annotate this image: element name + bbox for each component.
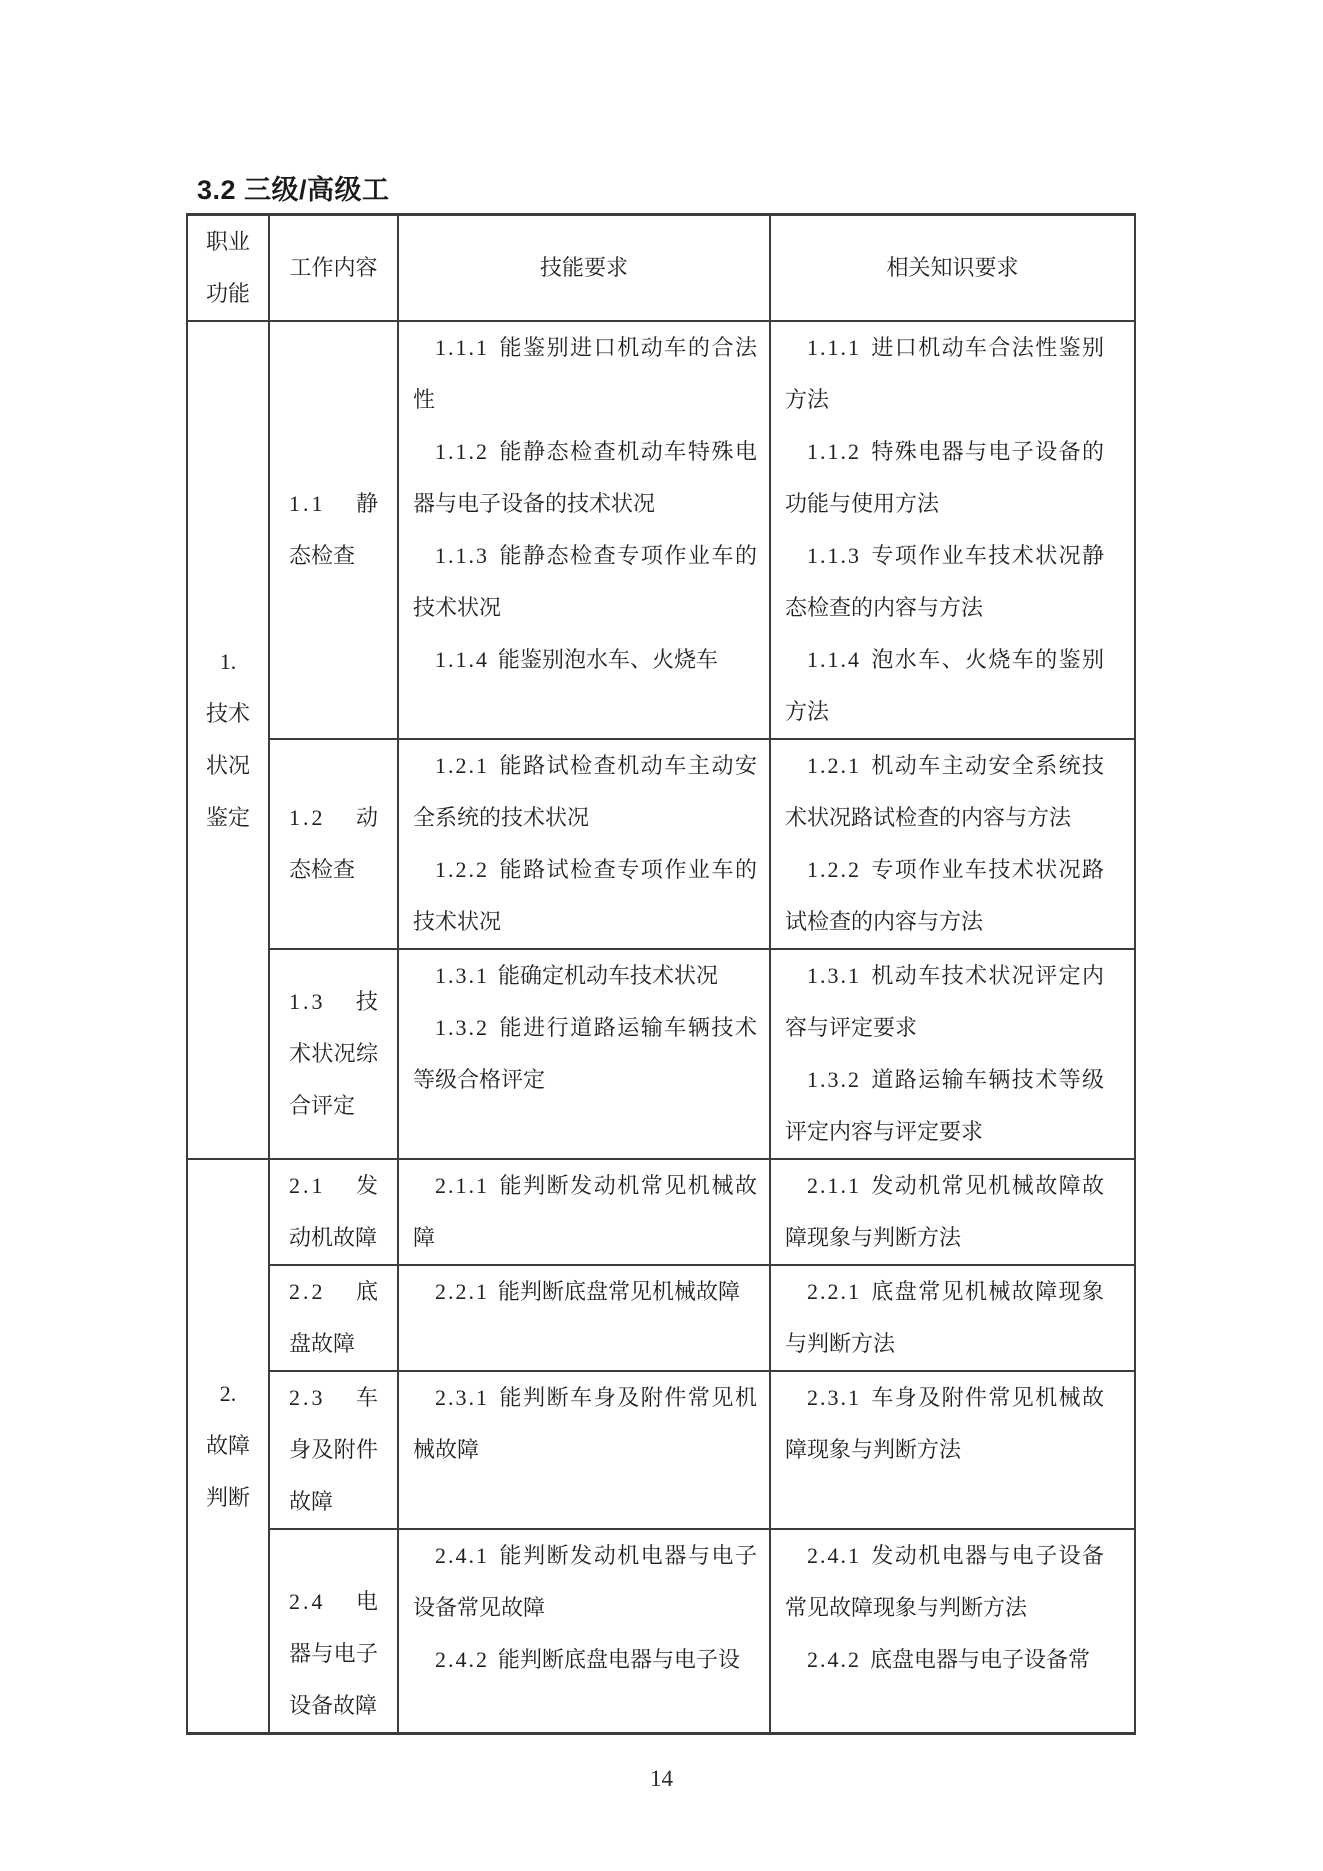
item-text: 发动机电器与电子设备常见故障现象与判断方法 — [785, 1543, 1104, 1620]
work-cell-1-2 — [269, 739, 398, 949]
work-number: 2.3 — [289, 1385, 326, 1410]
knowledge-cell-1-1 — [770, 321, 1135, 739]
item-number: 1.1.3 — [807, 543, 861, 568]
work-label: 动态检查 — [289, 805, 378, 882]
work-number: 2.2 — [289, 1279, 326, 1304]
work-label: 车身及附件故障 — [289, 1385, 378, 1514]
table-header-row — [187, 215, 1135, 322]
skill-item — [413, 634, 757, 686]
item-number: 1.2.1 — [807, 753, 861, 778]
item-text: 能判断发动机电器与电子设备常见故障 — [413, 1543, 757, 1620]
skill-item — [413, 426, 757, 530]
skill-item — [413, 322, 757, 426]
skill-item — [413, 530, 757, 634]
item-number: 1.1.2 — [435, 439, 489, 464]
skill-item — [413, 1634, 757, 1686]
knowledge-cell-2-2 — [770, 1265, 1135, 1371]
skills-cell-1-1 — [398, 321, 770, 739]
occupational-standard-table — [186, 213, 1136, 1735]
skill-item — [413, 1266, 757, 1318]
work-label: 电器与电子设备故障 — [289, 1589, 378, 1718]
table-row — [187, 1529, 1135, 1734]
skill-item — [413, 950, 757, 1002]
col-header-work: 工作内容 — [269, 215, 398, 322]
work-cell-2-4 — [269, 1529, 398, 1734]
work-number: 1.2 — [289, 805, 326, 830]
work-number: 2.1 — [289, 1173, 326, 1198]
knowledge-item — [785, 1160, 1104, 1264]
item-number: 1.1.3 — [435, 543, 489, 568]
item-number: 2.1.1 — [435, 1173, 489, 1198]
col-header-function: 职业功能 — [187, 215, 269, 322]
item-number: 2.4.1 — [435, 1543, 489, 1568]
knowledge-item — [785, 426, 1104, 530]
skill-item — [413, 1160, 757, 1264]
item-number: 1.2.2 — [435, 857, 489, 882]
table-row — [187, 949, 1135, 1159]
skill-item — [413, 1002, 757, 1106]
col-header-skills: 技能要求 — [398, 215, 770, 322]
function-label: 技术状况鉴定 — [205, 701, 250, 830]
item-text: 能进行道路运输车辆技术等级合格评定 — [413, 1015, 757, 1092]
table-row — [187, 1159, 1135, 1265]
knowledge-item — [785, 950, 1104, 1054]
item-number: 1.2.1 — [435, 753, 489, 778]
item-number: 2.3.1 — [807, 1385, 861, 1410]
item-number: 1.3.2 — [807, 1067, 861, 1092]
item-text: 能确定机动车技术状况 — [498, 963, 719, 988]
item-number: 2.1.1 — [807, 1173, 861, 1198]
item-number: 1.1.4 — [807, 647, 861, 672]
item-text: 泡水车、火烧车的鉴别方法 — [785, 647, 1104, 724]
table-row — [187, 321, 1135, 739]
item-number: 1.3.1 — [807, 963, 861, 988]
work-cell-2-3 — [269, 1371, 398, 1529]
work-cell-1-3 — [269, 949, 398, 1159]
item-text: 机动车技术状况评定内容与评定要求 — [785, 963, 1104, 1040]
skill-item — [413, 740, 757, 844]
skill-item — [413, 1372, 757, 1476]
knowledge-item — [785, 530, 1104, 634]
skills-cell-2-3 — [398, 1371, 770, 1529]
function-label: 故障判断 — [205, 1433, 250, 1510]
item-text: 专项作业车技术状况静态检查的内容与方法 — [785, 543, 1104, 620]
item-number: 1.1.1 — [435, 335, 489, 360]
function-number: 2. — [219, 1381, 237, 1406]
item-text: 能静态检查专项作业车的技术状况 — [413, 543, 757, 620]
table-row — [187, 739, 1135, 949]
knowledge-item — [785, 1634, 1104, 1686]
knowledge-item — [785, 322, 1104, 426]
page-number: 14 — [650, 1766, 673, 1791]
skills-cell-1-3 — [398, 949, 770, 1159]
item-text: 底盘常见机械故障现象与判断方法 — [785, 1279, 1104, 1356]
skill-item — [413, 1530, 757, 1634]
knowledge-cell-2-3 — [770, 1371, 1135, 1529]
knowledge-item — [785, 1054, 1104, 1158]
work-number: 2.4 — [289, 1589, 326, 1614]
item-text: 发动机常见机械故障故障现象与判断方法 — [785, 1173, 1104, 1250]
item-number: 1.1.4 — [435, 647, 489, 672]
item-text: 底盘电器与电子设备常 — [870, 1647, 1091, 1672]
item-text: 能路试检查机动车主动安全系统的技术状况 — [413, 753, 757, 830]
item-text: 能判断车身及附件常见机械故障 — [413, 1385, 757, 1462]
knowledge-cell-2-1 — [770, 1159, 1135, 1265]
skills-cell-2-1 — [398, 1159, 770, 1265]
item-text: 车身及附件常见机械故障现象与判断方法 — [785, 1385, 1104, 1462]
item-text: 能静态检查机动车特殊电器与电子设备的技术状况 — [413, 439, 757, 516]
work-label: 底盘故障 — [289, 1279, 378, 1356]
col-header-knowledge: 相关知识要求 — [770, 215, 1135, 322]
work-label: 技术状况综合评定 — [289, 989, 378, 1118]
item-number: 2.4.2 — [435, 1647, 489, 1672]
work-label: 发动机故障 — [289, 1173, 378, 1250]
work-label: 静态检查 — [289, 491, 378, 568]
item-text: 特殊电器与电子设备的功能与使用方法 — [785, 439, 1104, 516]
skills-cell-1-2 — [398, 739, 770, 949]
knowledge-item — [785, 1266, 1104, 1370]
work-number: 1.3 — [289, 989, 326, 1014]
item-number: 2.2.1 — [435, 1279, 489, 1304]
function-cell-2 — [187, 1159, 269, 1734]
item-number: 1.1.1 — [807, 335, 861, 360]
table-row — [187, 1265, 1135, 1371]
knowledge-item — [785, 1530, 1104, 1634]
item-text: 道路运输车辆技术等级评定内容与评定要求 — [785, 1067, 1104, 1144]
knowledge-item — [785, 740, 1104, 844]
work-number: 1.1 — [289, 491, 326, 516]
item-number: 2.3.1 — [435, 1385, 489, 1410]
skills-cell-2-2 — [398, 1265, 770, 1371]
knowledge-cell-1-3 — [770, 949, 1135, 1159]
knowledge-item — [785, 844, 1104, 948]
item-text: 能鉴别进口机动车的合法性 — [413, 335, 757, 412]
skills-cell-2-4 — [398, 1529, 770, 1734]
item-number: 1.1.2 — [807, 439, 861, 464]
item-number: 1.3.1 — [435, 963, 489, 988]
work-cell-2-2 — [269, 1265, 398, 1371]
item-text: 能鉴别泡水车、火烧车 — [498, 647, 719, 672]
skill-item — [413, 844, 757, 948]
item-number: 1.2.2 — [807, 857, 861, 882]
function-cell-1 — [187, 321, 269, 1159]
table-row — [187, 1371, 1135, 1529]
item-number: 2.4.2 — [807, 1647, 861, 1672]
item-text: 能判断底盘电器与电子设 — [498, 1647, 741, 1672]
knowledge-item — [785, 1372, 1104, 1476]
item-text: 进口机动车合法性鉴别方法 — [785, 335, 1104, 412]
item-text: 能判断发动机常见机械故障 — [413, 1173, 757, 1250]
item-text: 专项作业车技术状况路试检查的内容与方法 — [785, 857, 1104, 934]
item-text: 能判断底盘常见机械故障 — [498, 1279, 741, 1304]
knowledge-cell-1-2 — [770, 739, 1135, 949]
item-text: 机动车主动安全系统技术状况路试检查的内容与方法 — [785, 753, 1104, 830]
work-cell-1-1 — [269, 321, 398, 739]
function-number: 1. — [219, 649, 237, 674]
work-cell-2-1 — [269, 1159, 398, 1265]
item-text: 能路试检查专项作业车的技术状况 — [413, 857, 757, 934]
item-number: 1.3.2 — [435, 1015, 489, 1040]
item-number: 2.2.1 — [807, 1279, 861, 1304]
item-number: 2.4.1 — [807, 1543, 861, 1568]
knowledge-cell-2-4 — [770, 1529, 1135, 1734]
knowledge-item — [785, 634, 1104, 738]
section-heading: 3.2 三级/高级工 — [197, 175, 390, 205]
